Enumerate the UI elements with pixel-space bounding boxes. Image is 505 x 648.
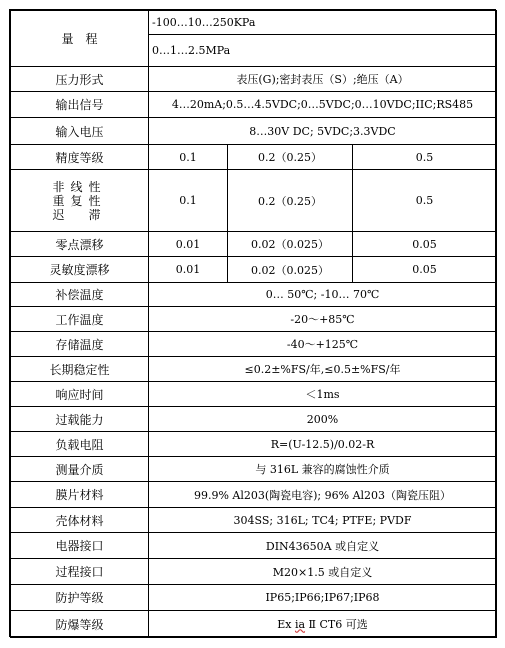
protection-grade-label: 防护等级: [10, 584, 149, 611]
load-resistance-label: 负载电阻: [10, 431, 149, 457]
zero-drift-label: 零点漂移: [10, 231, 149, 257]
explosion-proof-ia: ia: [294, 617, 306, 631]
compensation-temp-label: 补偿温度: [10, 282, 149, 307]
output-signal-value: 4…20mA;0.5…4.5VDC;0…5VDC;0…10VDC;IIC;RS485: [148, 91, 497, 118]
explosion-proof-label: 防爆等级: [10, 610, 149, 638]
output-signal-label: 输出信号: [10, 91, 149, 118]
accuracy-value-3: 0.5: [352, 144, 497, 170]
nonlinearity-value-1: 0.1: [148, 169, 228, 232]
storage-temp-value: -40～+125℃: [148, 331, 497, 357]
load-resistance-value: R=(U-12.5)/0.02-R: [148, 431, 497, 457]
housing-material-value: 304SS; 316L; TC4; PTFE; PVDF: [148, 507, 497, 533]
sensitivity-drift-value-1: 0.01: [148, 256, 228, 283]
long-term-stability-label: 长期稳定性: [10, 356, 149, 382]
accuracy-value-2: 0.2（0.25）: [227, 144, 353, 170]
storage-temp-label: 存储温度: [10, 331, 149, 357]
nonlinearity-label-line-1: 非线性: [52, 179, 107, 194]
explosion-proof-value: [148, 610, 497, 638]
long-term-stability-value: ≤0.2±%FS/年,≤0.5±%FS/年: [148, 356, 497, 382]
overload-value: 200%: [148, 406, 497, 432]
diaphragm-material-label: 膜片材料: [10, 481, 149, 508]
range-value-1: -100…10…250KPa: [148, 10, 497, 35]
working-temp-label: 工作温度: [10, 306, 149, 332]
measured-medium-label: 测量介质: [10, 456, 149, 482]
pressure-type-label: 压力形式: [10, 66, 149, 92]
process-connector-value: M20×1.5 或自定义: [148, 558, 497, 585]
electrical-connector-value: DIN43650A 或自定义: [148, 532, 497, 559]
input-voltage-label: 输入电压: [10, 117, 149, 145]
accuracy-value-1: 0.1: [148, 144, 228, 170]
measured-medium-value: 与 316L 兼容的腐蚀性介质: [148, 456, 497, 482]
nonlinearity-value-2: 0.2（0.25）: [227, 169, 353, 232]
nonlinearity-value-3: 0.5: [352, 169, 497, 232]
compensation-temp-value: 0… 50℃; -10… 70℃: [148, 282, 497, 307]
pressure-type-value: 表压(G);密封表压（S）;绝压（A）: [148, 66, 497, 92]
zero-drift-value-1: 0.01: [148, 231, 228, 257]
range-label: 量 程: [10, 10, 149, 67]
sensitivity-drift-value-3: 0.05: [352, 256, 497, 283]
accuracy-label: 精度等级: [10, 144, 149, 170]
input-voltage-value: 8…30V DC; 5VDC;3.3VDC: [148, 117, 497, 145]
nonlinearity-label: [10, 169, 149, 232]
range-value-2: 0…1…2.5MPa: [148, 34, 497, 67]
housing-material-label: 壳体材料: [10, 507, 149, 533]
diaphragm-material-value: 99.9% Al203(陶瓷电容); 96% Al203（陶瓷压阻）: [148, 481, 497, 508]
zero-drift-value-2: 0.02（0.025）: [227, 231, 353, 257]
explosion-proof-suffix: Ⅱ CT6 可选: [305, 618, 368, 631]
response-time-value: ＜1ms: [148, 381, 497, 407]
zero-drift-value-3: 0.05: [352, 231, 497, 257]
electrical-connector-label: 电器接口: [10, 532, 149, 559]
nonlinearity-label-line-3: 迟 滞: [52, 207, 107, 222]
overload-label: 过载能力: [10, 406, 149, 432]
explosion-proof-prefix: Ex: [277, 617, 295, 631]
working-temp-value: -20～+85℃: [148, 306, 497, 332]
protection-grade-value: IP65;IP66;IP67;IP68: [148, 584, 497, 611]
spec-table: [9, 9, 496, 637]
sensitivity-drift-label: 灵敏度漂移: [10, 256, 149, 283]
process-connector-label: 过程接口: [10, 558, 149, 585]
nonlinearity-label-line-2: 重复性: [52, 193, 107, 208]
response-time-label: 响应时间: [10, 381, 149, 407]
sensitivity-drift-value-2: 0.02（0.025）: [227, 256, 353, 283]
